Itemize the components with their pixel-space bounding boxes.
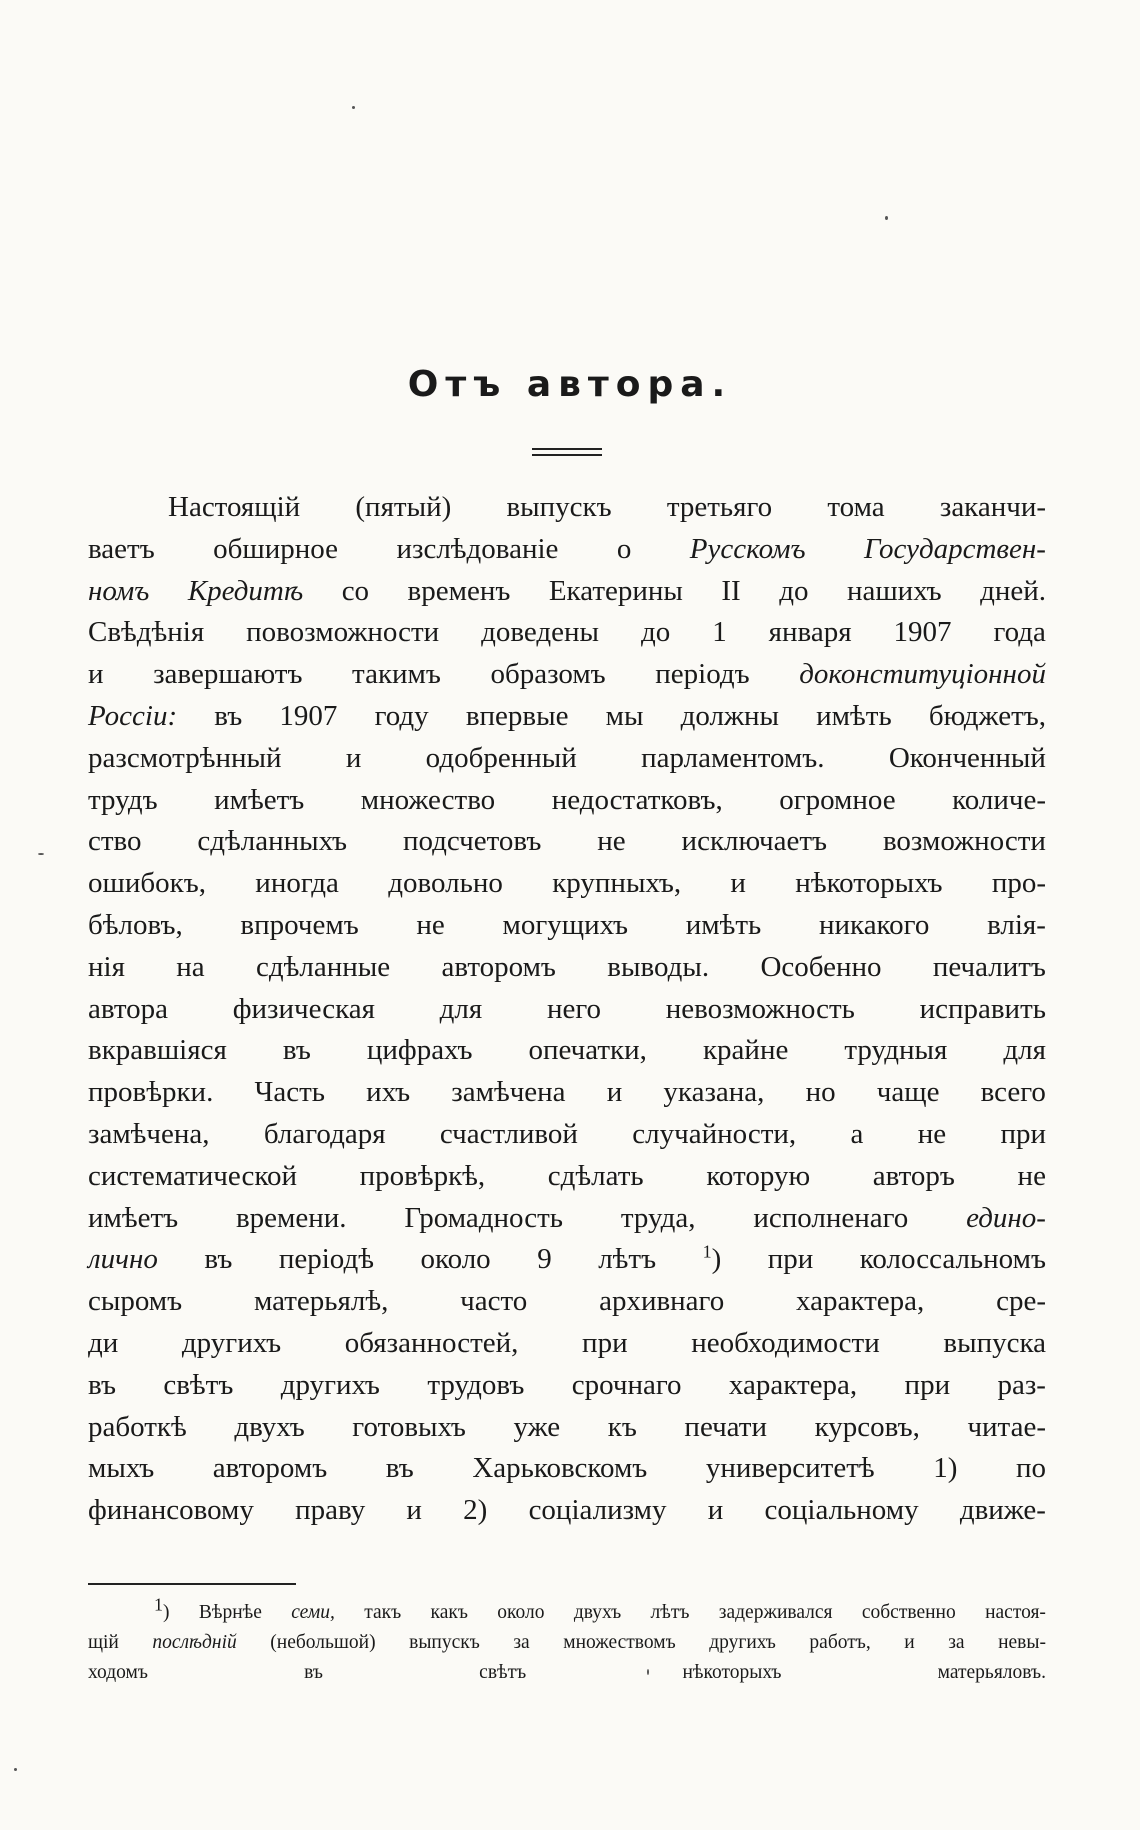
word: соціальному xyxy=(764,1494,919,1527)
word: ошибокъ, xyxy=(88,867,206,900)
word: систематической xyxy=(88,1159,297,1192)
word: (пятый) xyxy=(355,491,452,523)
word: задерживался xyxy=(718,1602,833,1623)
word: года xyxy=(993,616,1046,649)
text-line xyxy=(88,947,1046,989)
word: соціализму xyxy=(528,1494,667,1527)
word: впрочемъ xyxy=(240,908,359,941)
word: исключаетъ xyxy=(681,825,828,858)
word: доконституціонной xyxy=(799,658,1046,691)
word: мыхъ xyxy=(88,1452,155,1485)
word: печалитъ xyxy=(932,950,1046,983)
word: Харьковскомъ xyxy=(472,1452,648,1485)
word: авторомъ xyxy=(212,1452,328,1485)
word: о xyxy=(616,532,632,565)
word: выпускъ xyxy=(409,1632,480,1653)
word: нашихъ xyxy=(846,574,942,607)
word: указана, xyxy=(663,1076,765,1109)
word: автора xyxy=(88,992,169,1025)
word: про- xyxy=(991,867,1046,900)
word: году xyxy=(374,699,429,732)
word: сыромъ xyxy=(88,1285,183,1318)
word: характера, xyxy=(728,1368,858,1401)
word: обязанностей, xyxy=(344,1326,519,1359)
word: сдѣлать xyxy=(547,1159,644,1192)
word: около xyxy=(420,1243,491,1276)
word: одобренный xyxy=(425,741,577,774)
word: провѣркѣ, xyxy=(359,1159,486,1192)
text-line xyxy=(88,1448,1046,1490)
word: часто xyxy=(460,1285,528,1318)
word: праву xyxy=(295,1494,366,1527)
word: иногда xyxy=(255,867,339,900)
word: возможности xyxy=(882,825,1046,858)
word: ходомъ xyxy=(88,1662,148,1683)
word: имѣетъ xyxy=(88,1201,179,1234)
word: Громадность xyxy=(404,1201,564,1234)
word: такимъ xyxy=(352,658,441,691)
word: Свѣдѣнія xyxy=(88,616,205,649)
paper-speck xyxy=(647,1669,649,1675)
word: какъ xyxy=(430,1602,468,1623)
word: по xyxy=(1015,1452,1046,1485)
word: января xyxy=(768,616,852,649)
text-line xyxy=(88,1239,1046,1281)
word: подсчетовъ xyxy=(402,825,542,858)
word: двухъ xyxy=(234,1410,305,1443)
word: въ xyxy=(304,1662,323,1683)
word: чаще xyxy=(876,1076,940,1109)
footnote-line xyxy=(88,1658,1046,1688)
word: не xyxy=(597,825,626,858)
word: исправить xyxy=(919,992,1046,1025)
word: 1) xyxy=(933,1452,958,1485)
word: не xyxy=(1017,1159,1046,1192)
word: повозможности xyxy=(246,616,440,649)
footnote-separator xyxy=(88,1583,296,1585)
word: и xyxy=(904,1632,915,1653)
word: Особенно xyxy=(760,950,882,983)
text-line xyxy=(88,1281,1046,1323)
word: ди xyxy=(88,1326,119,1359)
word: для xyxy=(1003,1034,1046,1067)
body-text xyxy=(88,487,1046,1532)
footnotes xyxy=(88,1594,1046,1688)
word: характера, xyxy=(796,1285,925,1318)
text-line xyxy=(88,1365,1046,1407)
footnote-line xyxy=(88,1594,1046,1628)
word: Россіи: xyxy=(88,699,178,732)
word: недостатковъ, xyxy=(551,783,723,816)
word: физическая xyxy=(232,992,375,1025)
word: трудъ xyxy=(88,783,158,816)
word: и xyxy=(406,1494,422,1527)
word: нѣкоторыхъ xyxy=(795,867,943,900)
word: сдѣланные xyxy=(256,950,391,983)
word: читае- xyxy=(967,1410,1046,1443)
word: парламентомъ. xyxy=(641,741,825,774)
word: выводы. xyxy=(607,950,710,983)
word: Часть xyxy=(254,1076,325,1109)
word: третьяго xyxy=(666,491,773,523)
word: раз- xyxy=(997,1368,1046,1401)
word: колоссальномъ xyxy=(859,1243,1046,1276)
word: дней. xyxy=(980,574,1046,607)
word: настоя- xyxy=(985,1602,1046,1623)
word: крайне xyxy=(702,1034,789,1067)
word: сдѣланныхъ xyxy=(197,825,348,858)
word: и xyxy=(730,867,746,900)
word: Вѣрнѣе xyxy=(198,1602,262,1623)
word: (небольшой) xyxy=(270,1632,376,1653)
paper-speck xyxy=(352,106,355,109)
text-line xyxy=(88,654,1046,696)
word: тома xyxy=(827,491,885,523)
word: 1907 xyxy=(893,616,952,649)
word: періодѣ xyxy=(278,1243,374,1276)
word: обширное xyxy=(213,532,339,565)
word: необходимости xyxy=(691,1326,880,1359)
word: до xyxy=(779,574,809,607)
word: но xyxy=(805,1076,836,1109)
word: вкравшіяся xyxy=(88,1034,227,1067)
word: Настоящій xyxy=(168,491,301,523)
word: 2) xyxy=(463,1494,488,1527)
word: Оконченный xyxy=(888,741,1046,774)
word: семи, xyxy=(291,1602,335,1623)
text-line xyxy=(88,612,1046,654)
word: университетѣ xyxy=(705,1452,875,1485)
title-rule-upper xyxy=(532,448,602,450)
text-line xyxy=(88,696,1046,738)
word: крупныхъ, xyxy=(552,867,682,900)
word: не xyxy=(917,1117,947,1150)
word: имѣть xyxy=(816,699,892,732)
text-line xyxy=(88,1030,1046,1072)
word: образомъ xyxy=(490,658,606,691)
word: провѣрки. xyxy=(88,1076,214,1109)
word: курсовъ, xyxy=(814,1410,920,1443)
word: авторъ xyxy=(872,1159,955,1192)
word: за xyxy=(948,1632,965,1653)
page-title: Отъ автора. xyxy=(407,364,733,405)
word: и xyxy=(88,658,104,691)
paper-speck xyxy=(38,853,44,855)
word: впервые xyxy=(465,699,569,732)
word: должны xyxy=(680,699,779,732)
word: доведены xyxy=(481,616,600,649)
word: выпуска xyxy=(943,1326,1046,1359)
word: уже xyxy=(513,1410,561,1443)
word: опечатки, xyxy=(528,1034,647,1067)
text-line xyxy=(88,487,1046,529)
word: имѣетъ xyxy=(214,783,305,816)
word: архивнаго xyxy=(599,1285,725,1318)
text-line xyxy=(88,821,1046,863)
word: трудовъ xyxy=(427,1368,525,1401)
word: работкѣ xyxy=(88,1410,187,1443)
word: при xyxy=(582,1326,628,1359)
word: никакого xyxy=(819,908,930,941)
word: въ xyxy=(385,1452,414,1485)
text-line xyxy=(88,1072,1046,1114)
word: мы xyxy=(605,699,644,732)
word: Кредитѣ xyxy=(187,574,304,607)
word: цифрахъ xyxy=(366,1034,473,1067)
word: другихъ xyxy=(181,1326,282,1359)
word: счастливой xyxy=(439,1117,578,1150)
word: лѣтъ xyxy=(650,1602,690,1623)
text-line xyxy=(88,738,1046,780)
word: на xyxy=(176,950,205,983)
word: сре- xyxy=(996,1285,1046,1318)
word: и xyxy=(606,1076,623,1109)
word: множество xyxy=(360,783,496,816)
word: невы- xyxy=(998,1632,1046,1653)
word: влія- xyxy=(987,908,1046,941)
word: финансовому xyxy=(88,1494,254,1527)
word: замѣчена, xyxy=(88,1117,210,1150)
word: которую xyxy=(706,1159,811,1192)
word: труда, xyxy=(620,1201,696,1234)
word: заканчи- xyxy=(939,491,1046,523)
word: послѣдній xyxy=(152,1632,237,1653)
word: 1 xyxy=(712,616,727,649)
text-line xyxy=(88,1323,1046,1365)
text-line xyxy=(88,780,1046,822)
word: въ xyxy=(204,1243,233,1276)
word: свѣтъ xyxy=(479,1662,527,1683)
word: щій xyxy=(88,1632,119,1653)
word: времени. xyxy=(235,1201,347,1234)
word: для xyxy=(439,992,483,1025)
word: срочнаго xyxy=(571,1368,682,1401)
text-line xyxy=(88,1156,1046,1198)
word: и xyxy=(345,741,362,774)
word: благодаря xyxy=(263,1117,386,1150)
word: со xyxy=(341,574,370,607)
word: ство xyxy=(88,825,142,858)
word: а xyxy=(850,1117,864,1150)
word: авторомъ xyxy=(441,950,556,983)
word: 1) xyxy=(154,1594,170,1623)
word: случайности, xyxy=(632,1117,797,1150)
word: выпускъ xyxy=(506,491,612,523)
word: Государствен- xyxy=(863,532,1046,565)
word: печати xyxy=(684,1410,767,1443)
word: до xyxy=(641,616,671,649)
word: него xyxy=(546,992,602,1025)
word: имѣть xyxy=(685,908,762,941)
word: $^1$) xyxy=(702,1241,722,1276)
word: собственно xyxy=(861,1602,956,1623)
word: едино- xyxy=(966,1201,1046,1234)
word: такъ xyxy=(364,1602,402,1623)
word: изслѣдованіе xyxy=(396,532,559,565)
word: движе- xyxy=(959,1494,1046,1527)
word: при xyxy=(1000,1117,1046,1150)
word: исполненаго xyxy=(753,1201,909,1234)
word: матерьяловъ. xyxy=(937,1662,1046,1683)
word: замѣчена xyxy=(451,1076,566,1109)
word: бюджетъ, xyxy=(928,699,1046,732)
word: работъ, xyxy=(809,1632,871,1653)
word: Русскомъ xyxy=(689,532,806,565)
word: всего xyxy=(980,1076,1046,1109)
paper-speck xyxy=(885,216,888,220)
word: въ xyxy=(214,699,243,732)
word: нія xyxy=(88,950,125,983)
word: II xyxy=(721,574,741,607)
text-line xyxy=(88,989,1046,1031)
word: количе- xyxy=(952,783,1046,816)
word: свѣтъ xyxy=(163,1368,234,1401)
word: невозможность xyxy=(665,992,855,1025)
word: довольно xyxy=(388,867,503,900)
word: матерьялѣ, xyxy=(253,1285,389,1318)
text-line xyxy=(88,571,1046,613)
text-line xyxy=(88,905,1046,947)
word: готовыхъ xyxy=(352,1410,466,1443)
paper-speck xyxy=(14,1768,17,1771)
word: трудныя xyxy=(844,1034,948,1067)
word: другихъ xyxy=(280,1368,380,1401)
word: при xyxy=(904,1368,951,1401)
word: могущихъ xyxy=(502,908,629,941)
text-line xyxy=(88,529,1046,571)
word: номъ xyxy=(88,574,150,607)
word: ихъ xyxy=(366,1076,411,1109)
word: лѣтъ xyxy=(598,1243,657,1276)
text-line xyxy=(88,1114,1046,1156)
text-line xyxy=(88,863,1046,905)
text-line xyxy=(88,1198,1046,1240)
word: огромное xyxy=(779,783,896,816)
word: двухъ xyxy=(573,1602,622,1623)
word: временъ xyxy=(407,574,511,607)
word: другихъ xyxy=(709,1632,776,1653)
word: 9 xyxy=(537,1243,552,1276)
word: къ xyxy=(607,1410,637,1443)
word: около xyxy=(497,1602,545,1623)
word: и xyxy=(707,1494,724,1527)
word: при xyxy=(767,1243,814,1276)
word: въ xyxy=(282,1034,311,1067)
word: за xyxy=(513,1632,530,1653)
word: множествомъ xyxy=(563,1632,676,1653)
text-line xyxy=(88,1407,1046,1449)
word: періодъ xyxy=(655,658,750,691)
word: ваетъ xyxy=(88,532,155,565)
word: не xyxy=(416,908,445,941)
word: лично xyxy=(88,1243,158,1276)
title-rule-lower xyxy=(532,454,602,456)
word: бѣловъ, xyxy=(88,908,183,941)
word: завершаютъ xyxy=(153,658,303,691)
word: Екатерины xyxy=(548,574,683,607)
text-line xyxy=(88,1490,1046,1532)
footnote-line xyxy=(88,1628,1046,1658)
word: въ xyxy=(88,1368,116,1401)
word: разсмотрѣнный xyxy=(88,741,282,774)
word: 1907 xyxy=(279,699,338,732)
word: нѣкоторыхъ xyxy=(682,1662,782,1683)
